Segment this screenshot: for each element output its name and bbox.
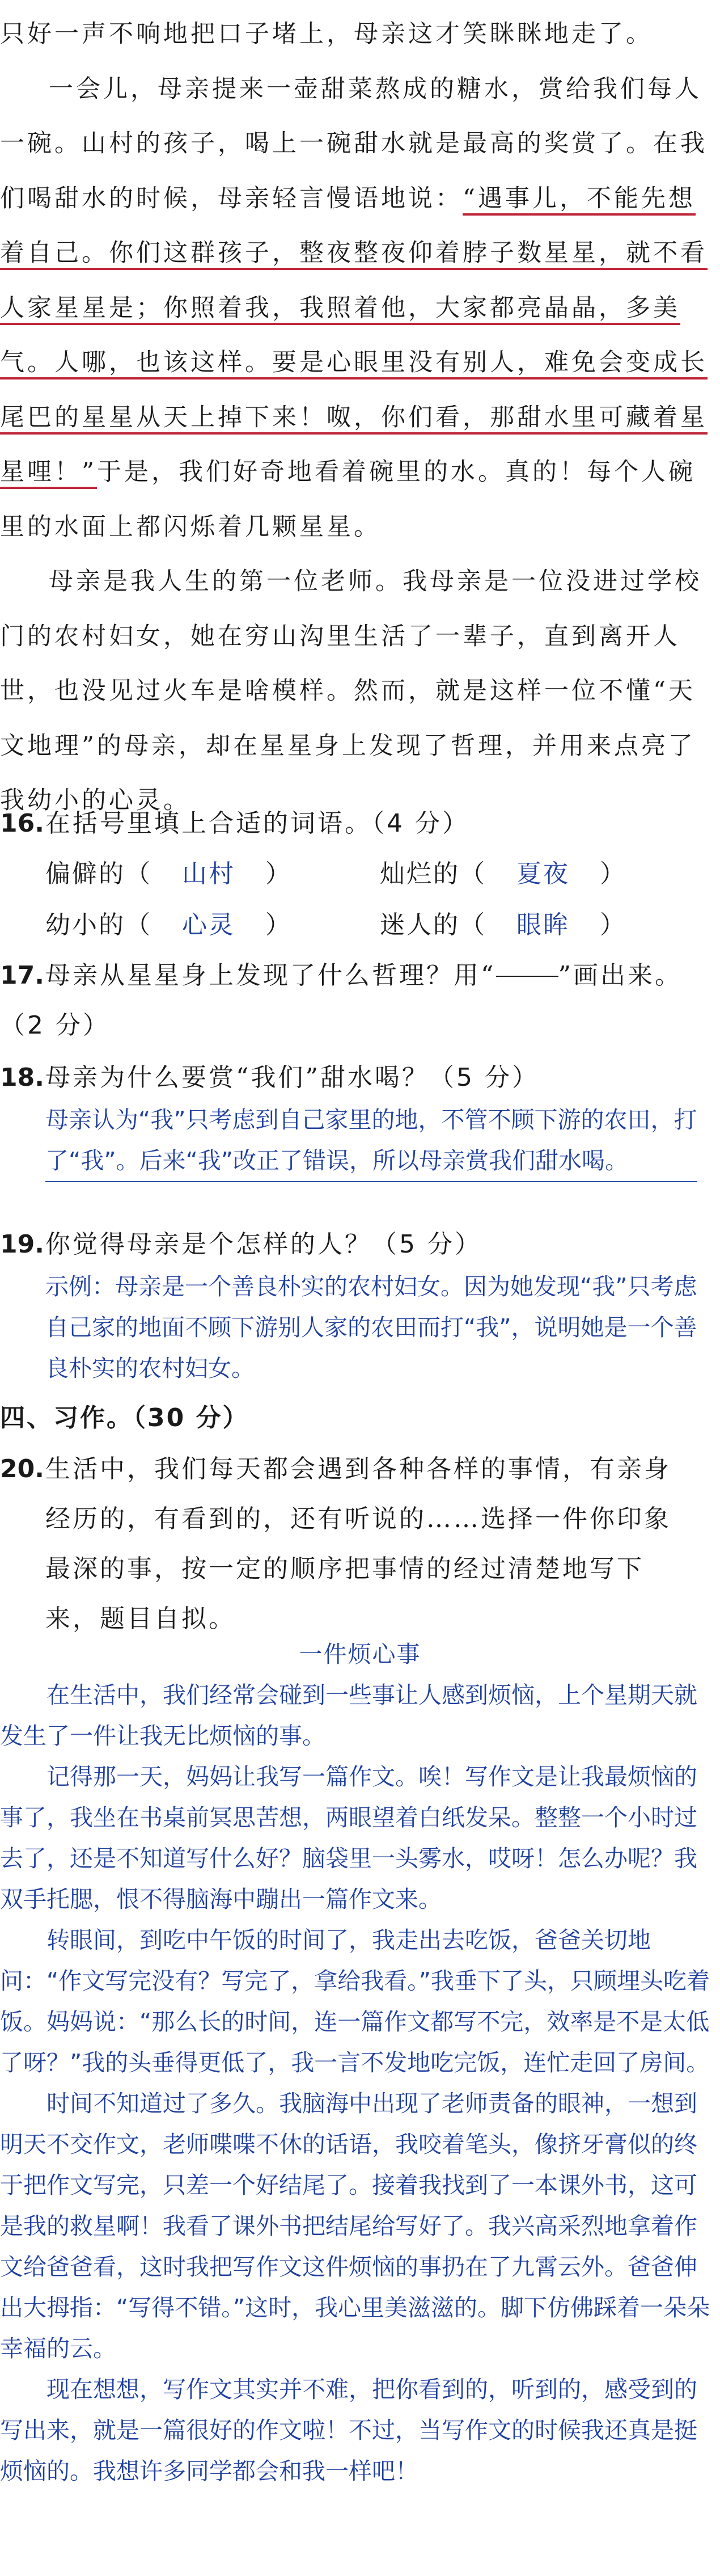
section-heading xyxy=(0,1393,249,1443)
fill-prefix: 迷人的（ xyxy=(380,910,486,939)
question-number: 19. xyxy=(0,1230,44,1259)
question-20-text: 生活中，我们每天都会遇到各种各样的事情，有亲身经历的，有看到的，还有听说的……选择一件你印象最深的事，按一定的顺序把事情的经过清楚地写下来，题目自拟。 xyxy=(45,1454,671,1633)
points-label: （5 分） xyxy=(372,1230,482,1259)
essay xyxy=(0,1634,720,2491)
passage-line-0: 只好一声不响地把口子堵上，母亲这才笑眯眯地走了。 xyxy=(0,20,653,48)
question-number: 16. xyxy=(0,809,44,838)
fill-prefix: 偏僻的（ xyxy=(45,859,152,888)
fill-suffix: ） xyxy=(600,910,626,939)
fill-suffix: ） xyxy=(265,910,292,939)
fill-answer: 心灵 xyxy=(182,910,235,939)
fill-item xyxy=(380,849,626,900)
answer-18 xyxy=(45,1099,697,1182)
points-label: （4 分） xyxy=(372,809,469,838)
essay-title: 一件烦心事 xyxy=(299,1641,421,1668)
passage-paragraph-2 xyxy=(0,62,720,555)
passage-paragraph-3: 母亲是我人生的第一位老师。我母亲是一位没进过学校门的农村妇女，她在穷山沟里生活了一辈子，直到离开人世，也没见过火车是啥模样。然而，就是这样一位不懂“天文地理”的母亲，却在星星身上发现了哲理，并用来点亮了我幼小的心灵。 xyxy=(0,567,702,815)
essay-paragraph: 记得那一天，妈妈让我写一篇作文。唉！写作文是让我最烦恼的事了，我坐在书桌前冥思苦想，两眼望着白纸发呆。整整一个小时过去了，还是不知道写什么好？脑袋里一头雾水，哎呀！怎么办呢？我双手托腮，恨不得脑海中蹦出一篇作文来。 xyxy=(0,1763,697,1913)
fill-item xyxy=(45,849,292,900)
question-number: 20. xyxy=(0,1454,44,1483)
answer-text: 示例：母亲是一个善良朴实的农村妇女。因为她发现“我”只考虑自己家的地面不顾下游别人家的农田而打“我”，说明她是一个善良朴实的农村妇女。 xyxy=(45,1273,697,1382)
essay-paragraph: 转眼间，到吃中午饭的时间了，我走出去吃饭，爸爸关切地问：“作文写完没有？写完了，拿给我看。”我垂下了头，只顾埋头吃着饭。妈妈说：“那么长的时间，连一篇作文都写不完，效率是不是太低了呀？”我的头垂得更低了，我一言不发地吃完饭，连忙走回了房间。 xyxy=(0,1926,710,2076)
question-19-text xyxy=(45,1220,482,1270)
underlined-quote: “遇事儿，不能先想着自己。你们这群孩子，整夜整夜仰着脖子数星星，就不看人家星星是；你照着我，我照着他，大家都亮晶晶，多美气。人哪，也该这样。要是心眼里没有别人，难免会变成长尾巴的星星从天上掉下来！呶，你们看，那甜水里可藏着星星哩！” xyxy=(0,184,708,486)
section-label: 四、习作。 xyxy=(0,1403,133,1432)
fill-suffix: ） xyxy=(265,859,292,888)
fill-suffix: ） xyxy=(600,859,626,888)
points-label: （30 分） xyxy=(133,1403,249,1432)
answer-19 xyxy=(45,1266,697,1389)
question-text: 你觉得母亲是个怎样的人？ xyxy=(45,1230,372,1259)
essay-paragraph: 时间不知道过了多久。我脑海中出现了老师责备的眼神，一想到明天不交作文，老师喋喋不休的话语，我咬着笔头，像挤牙膏似的终于把作文写完，只差一个好结尾了。接着我找到了一本课外书，这可是我的救星啊！我看了课外书把结尾给写好了。我兴高采烈地拿着作文给爸爸看，这时我把写作文这件烦恼的事扔在了九霄云外。爸爸伸出大拇指：“写得不错。”这时，我心里美滋滋的。脚下仿佛踩着一朵朵幸福的云。 xyxy=(0,2090,710,2362)
question-16-text xyxy=(45,799,469,849)
question-text: 母亲从星星身上发现了什么哲理？用“ xyxy=(45,961,496,990)
answer-text: 母亲认为“我”只考虑到自己家里的地，不管不顾下游的农田，打了“我”。后来“我”改正了错误，所以母亲赏我们甜水喝。 xyxy=(45,1099,697,1182)
question-text: 在括号里填上合适的词语。 xyxy=(45,809,372,838)
essay-paragraph: 现在想想，写作文其实并不难，把你看到的，听到的，感受到的写出来，就是一篇很好的作文啦！不过，当写作文的时候我还真是挺烦恼的。我想许多同学都会和我一样吧！ xyxy=(0,2376,697,2485)
question-18-text xyxy=(45,1053,539,1103)
reading-passage xyxy=(0,7,720,828)
points-label: （5 分） xyxy=(429,1063,539,1092)
fill-answer: 夏夜 xyxy=(516,859,570,888)
blank-line xyxy=(496,951,558,977)
fill-answer: 眼眸 xyxy=(516,910,570,939)
passage-text: 一会儿，母亲提来一壶甜菜熬成的糖水，赏给我们每人一碗。山村的孩子，喝上一碗甜水就是最高的奖赏了。在我们喝甜水的时候，母亲轻言慢语地说： xyxy=(0,74,708,213)
points-label: （2 分） xyxy=(0,1011,110,1040)
question-number: 17. xyxy=(0,961,44,990)
question-text: 母亲为什么要赏“我们”甜水喝？ xyxy=(45,1063,429,1092)
question-number: 18. xyxy=(0,1063,44,1092)
question-text: ”画出来。 xyxy=(558,961,682,990)
essay-paragraph: 在生活中，我们经常会碰到一些事让人感到烦恼，上个星期天就发生了一件让我无比烦恼的事。 xyxy=(0,1681,697,1749)
fill-item xyxy=(45,900,292,951)
fill-answer: 山村 xyxy=(182,859,235,888)
fill-item xyxy=(380,900,626,951)
fill-prefix: 灿烂的（ xyxy=(380,859,486,888)
passage-text: 于是，我们好奇地看着碗里的水。真的！每个人碗里的水面上都闪烁着几颗星星。 xyxy=(0,458,696,541)
question-17-text xyxy=(45,951,682,1001)
fill-prefix: 幼小的（ xyxy=(45,910,152,939)
